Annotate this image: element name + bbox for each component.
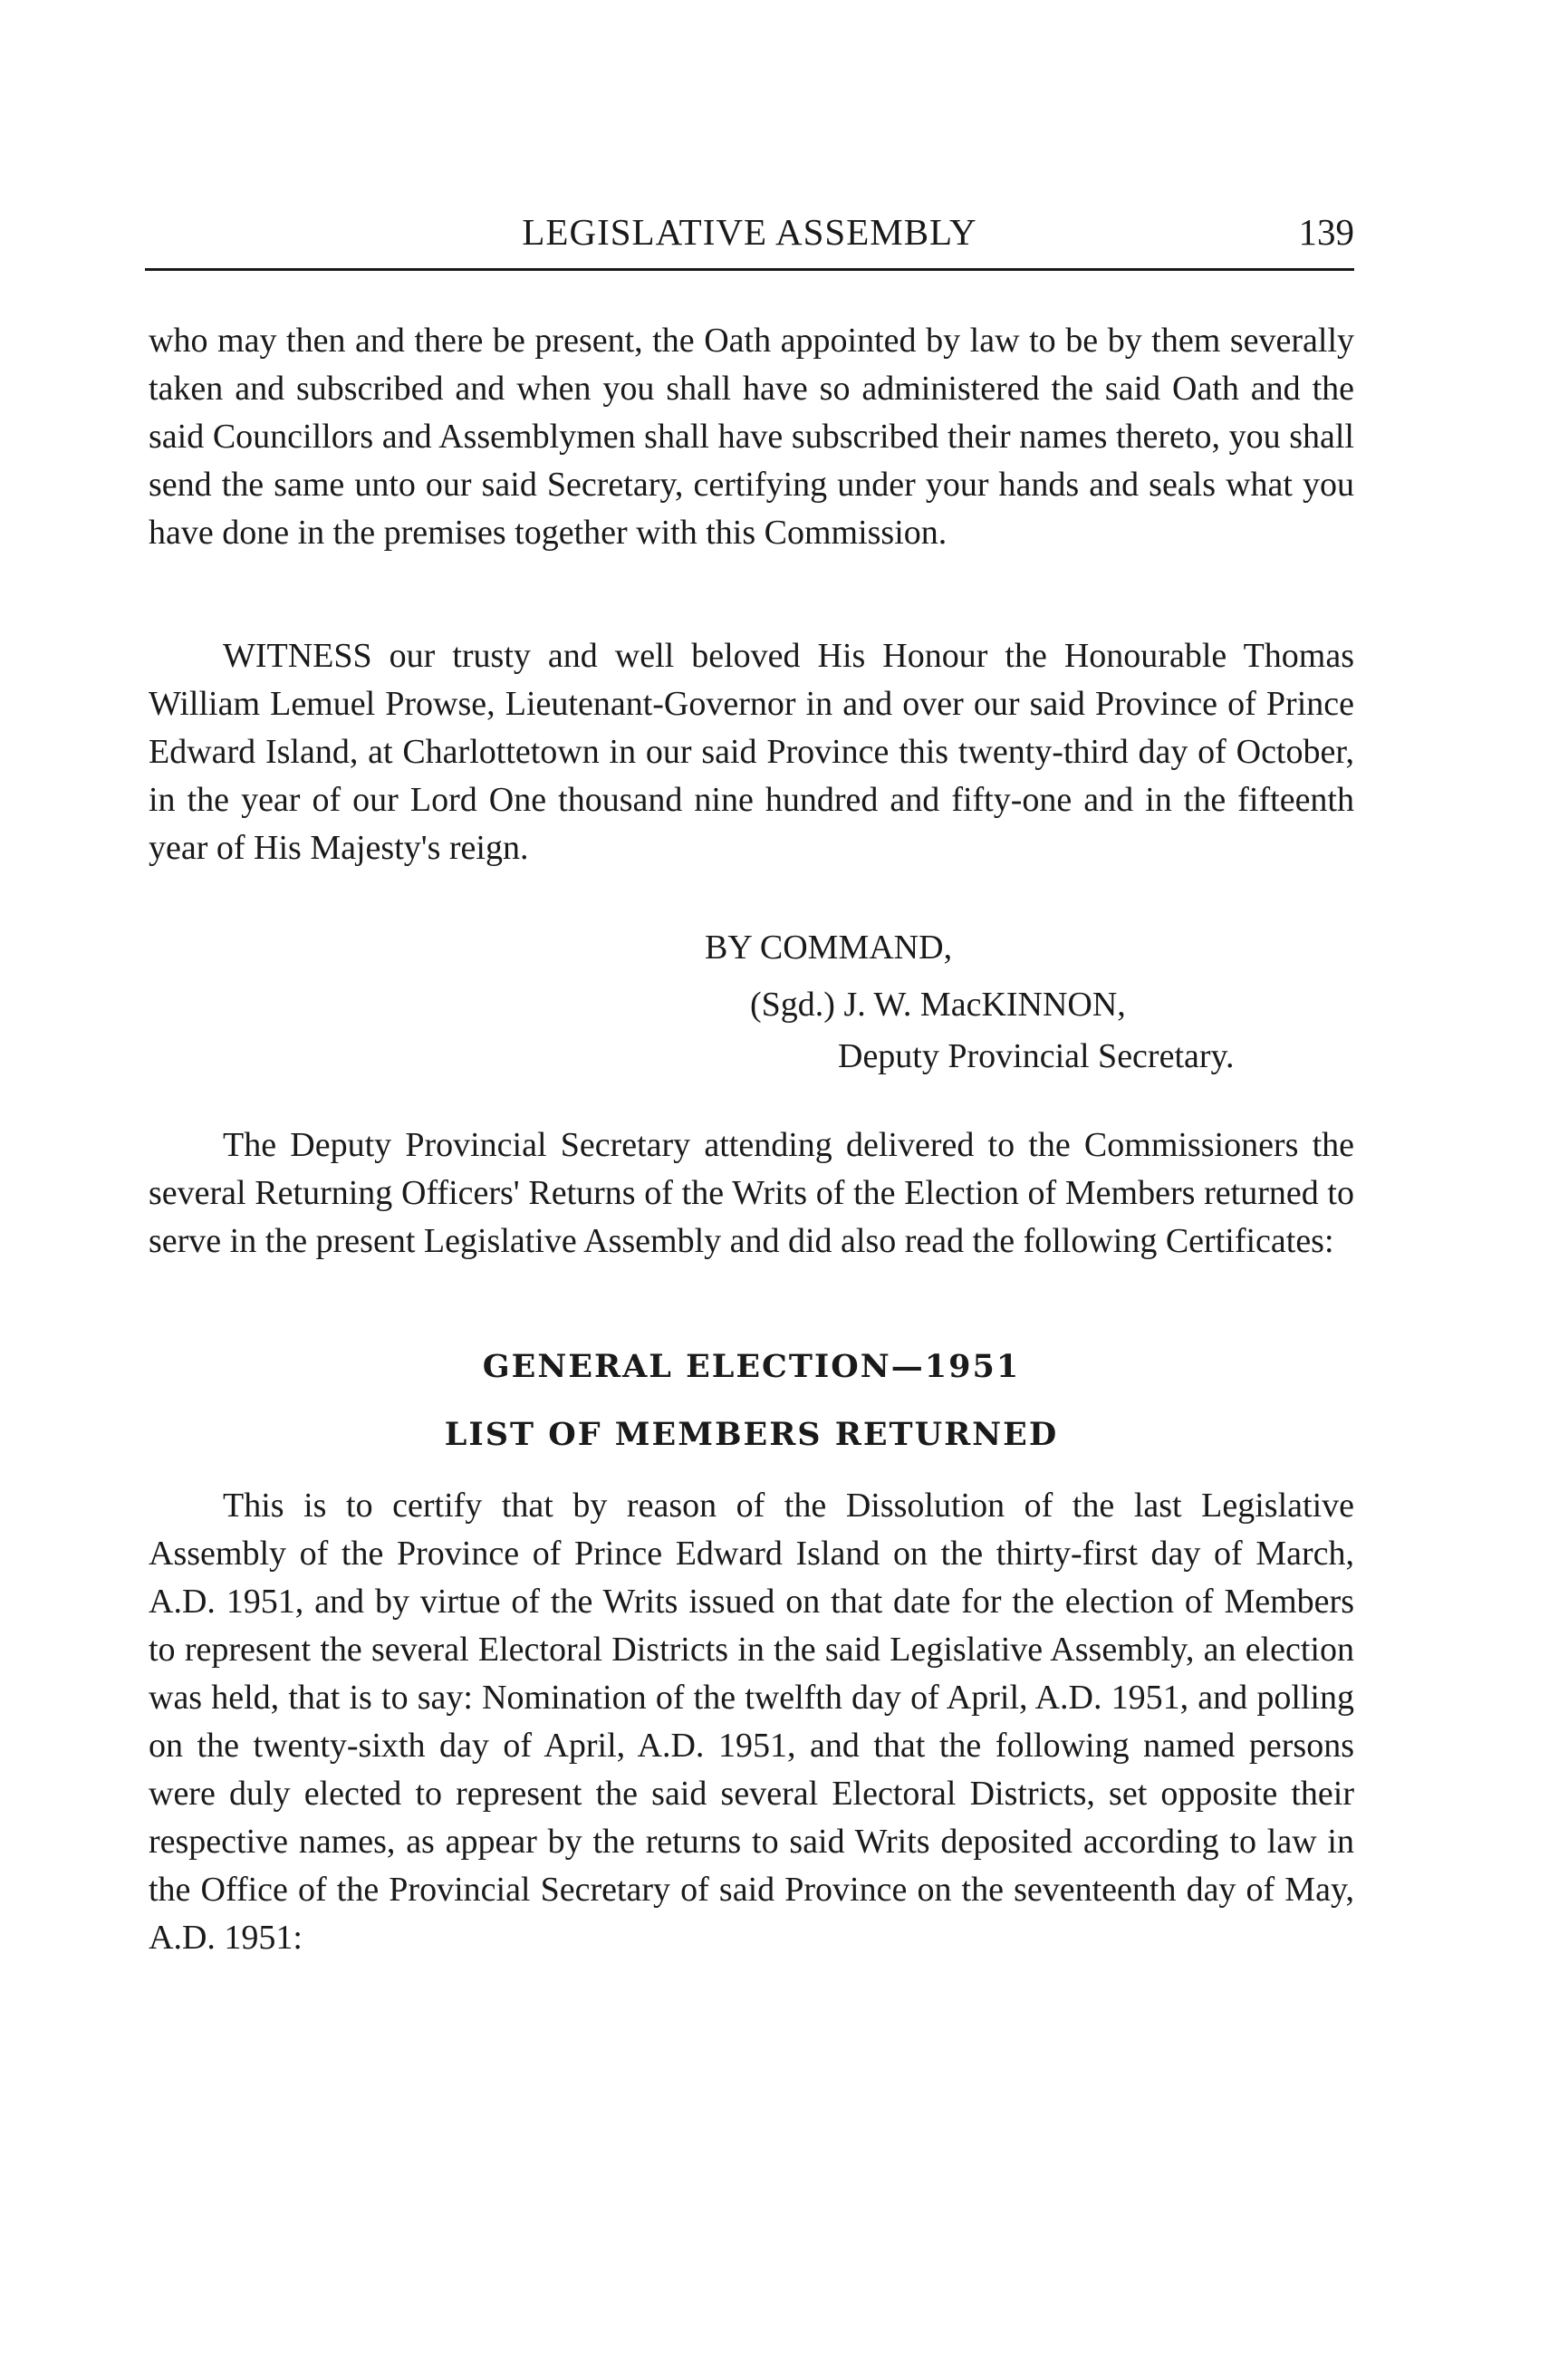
heading-general-election: GENERAL ELECTION—1951: [482, 1348, 1021, 1385]
signatory-name: (Sgd.) J. W. MacKINNON,: [750, 986, 1126, 1024]
paragraph-witness: WITNESS our trusty and well beloved His Honour the Honourable Thomas William Lemuel Prowse, Lieutenant-Governor in and over our said Province of Prince Edward Island, at Charlottetown in our said Province this twenty-third day of October, in the year of our Lord One thousand nine hundred and fifty-one and in the fifteenth year of His Majesty's reign.: [149, 637, 1354, 867]
heading-members-returned: LIST OF MEMBERS RETURNED: [444, 1416, 1059, 1453]
paragraph-oath: who may then and there be present, the Oath appointed by law to be by them severally taken and subscribed and when you shall have so administered the said Oath and the said Councillors and Assemblymen shall have subscribed their names thereto, you shall send the same unto our said Secretary, certifying under your hands and seals what you have done in the premises together with this Commission.: [149, 322, 1354, 552]
running-title: LEGISLATIVE ASSEMBLY: [522, 211, 977, 253]
by-command-line: BY COMMAND,: [705, 929, 953, 967]
running-header: [145, 210, 1354, 265]
paragraph-returns: The Deputy Provincial Secretary attending delivered to the Commissioners the several Returning Officers' Returns of the Writs of the Election of Members returned to serve in the present Legislative Assembly and did also read the following Certificates:: [149, 1126, 1354, 1260]
page-number: 139: [1298, 211, 1354, 253]
header-rule: [145, 268, 1354, 271]
paragraph-certification: This is to certify that by reason of the Dissolution of the last Legislative Assembly of the Province of Prince Edward Island on the thirty-first day of March, A.D. 1951, and by virtue of the Writs issued on that date for the election of Members to represent the several Electoral Districts in the said Legislative Assembly, an election was held, that is to say: Nomination of the twelfth day of April, A.D. 1951, and polling on the twenty-sixth day of April, A.D. 1951, and that the following named persons were duly elected to represent the said several Electoral Districts, set opposite their respective names, as appear by the returns to said Writs deposited according to law in the Office of the Provincial Secretary of said Province on the seventeenth day of May, A.D. 1951:: [149, 1487, 1354, 1957]
signatory-title: Deputy Provincial Secretary.: [838, 1037, 1235, 1075]
